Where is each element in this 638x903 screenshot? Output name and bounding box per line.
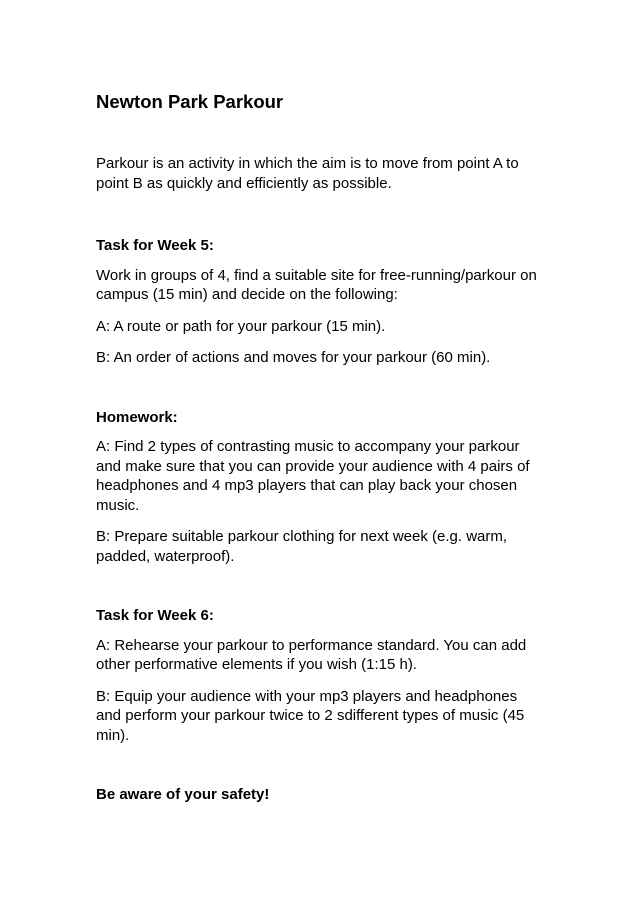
week6-section <box>96 606 546 745</box>
homework-paragraph: B: Prepare suitable parkour clothing for next week (e.g. warm, padded, waterproof). <box>96 528 508 565</box>
week5-heading: Task for Week 5: <box>96 237 214 254</box>
document-page <box>96 88 546 805</box>
homework-paragraph: A: Find 2 types of contrasting music to accompany your parkour and make sure that you can provide your audience with 4 pairs of headphones and 4 mp3 players that can play back your chosen music. <box>96 438 530 514</box>
week6-paragraph: B: Equip your audience with your mp3 players and headphones and perform your parkour twice to 2 sdifferent types of music (45 min). <box>96 687 525 744</box>
week5-section <box>96 236 546 368</box>
intro-paragraph: Parkour is an activity in which the aim is to move from point A to point B as quickly and efficiently as possible. <box>96 155 519 192</box>
homework-section <box>96 408 546 567</box>
week6-heading: Task for Week 6: <box>96 607 214 624</box>
week6-paragraph: A: Rehearse your parkour to performance standard. You can add other performative elements if you wish (1:15 h). <box>96 636 527 673</box>
document-title: Newton Park Parkour <box>96 91 284 112</box>
safety-notice: Be aware of your safety! <box>96 786 270 803</box>
week5-paragraph: B: An order of actions and moves for your parkour (60 min). <box>96 349 491 366</box>
homework-heading: Homework: <box>96 408 178 426</box>
week5-paragraph: A: A route or path for your parkour (15 min). <box>96 317 386 335</box>
week5-paragraph: Work in groups of 4, find a suitable site for free-running/parkour on campus (15 min) and decide on the following: <box>96 266 537 303</box>
